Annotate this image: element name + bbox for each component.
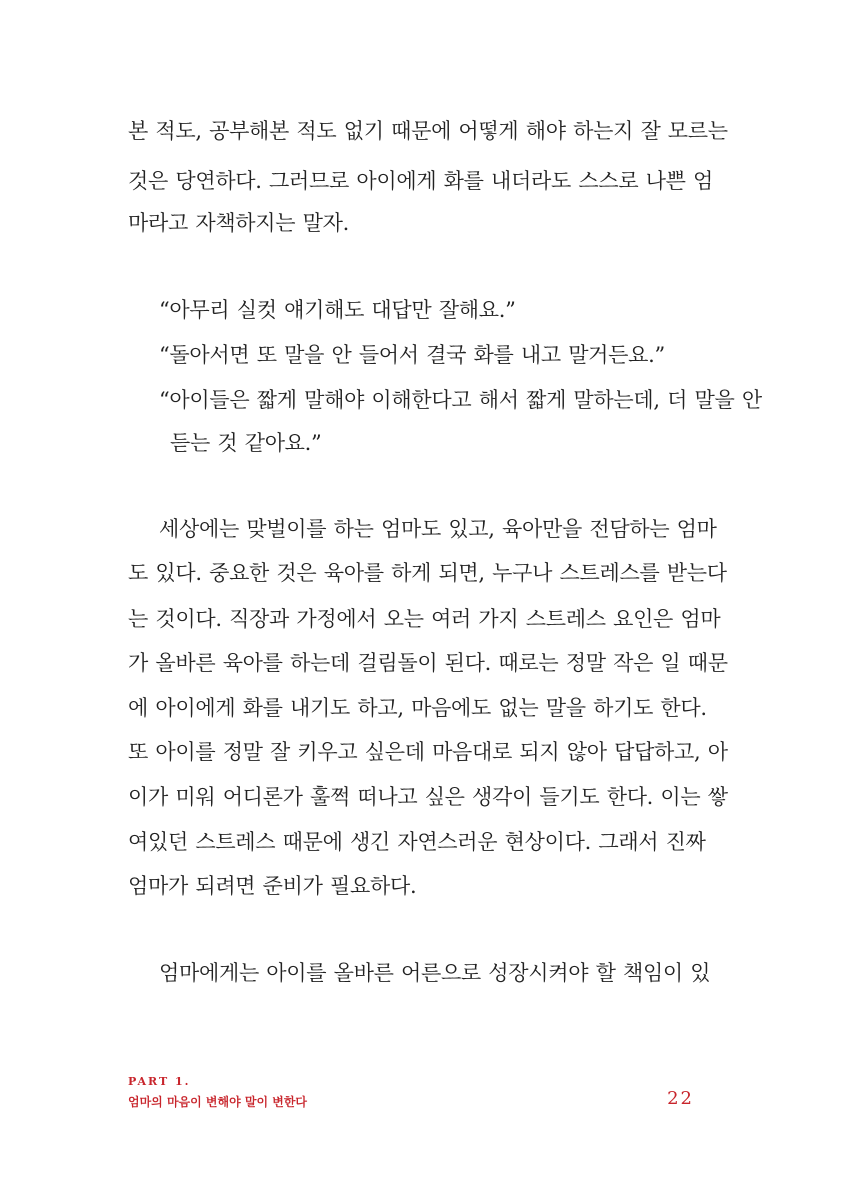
body-text-line: 도 있다. 중요한 것은 육아를 하게 되면, 누구나 스트레스를 받는다 [128, 561, 727, 585]
body-text-line: 엄마에게는 아이를 올바른 어른으로 성장시켜야 할 책임이 있 [159, 961, 711, 985]
body-text-line: 이가 미워 어디론가 훌쩍 떠나고 싶은 생각이 들기도 한다. 이는 쌓 [128, 785, 728, 809]
body-text-line: 가 올바른 육아를 하는데 걸림돌이 된다. 때로는 정말 작은 일 때문 [128, 651, 728, 675]
page-number: 22 [667, 1088, 694, 1109]
chapter-title: 엄마의 마음이 변해야 말이 변한다 [128, 1095, 308, 1109]
body-text-line: 에 아이에게 화를 내기도 하고, 마음에도 없는 말을 하기도 한다. [128, 696, 707, 720]
body-text-line: 여있던 스트레스 때문에 생긴 자연스러운 현상이다. 그래서 진짜 [128, 830, 706, 854]
body-text-line: 엄마가 되려면 준비가 필요하다. [128, 874, 417, 898]
quote-line: “아이들은 짧게 말해야 이해한다고 해서 짧게 말하는데, 더 말을 안 [159, 388, 762, 412]
quote-line: “돌아서면 또 말을 안 들어서 결국 화를 내고 말거든요.” [159, 343, 665, 367]
body-text-line: 또 아이를 정말 잘 키우고 싶은데 마음대로 되지 않아 답답하고, 아 [128, 740, 728, 764]
body-text-line: 마라고 자책하지는 말자. [128, 211, 349, 235]
body-text-line: 본 적도, 공부해본 적도 없기 때문에 어떻게 해야 하는지 잘 모르는 [128, 119, 728, 143]
body-text-line: 는 것이다. 직장과 가정에서 오는 여러 가지 스트레스 요인은 엄마 [128, 607, 721, 631]
quote-line: “아무리 실컷 얘기해도 대답만 잘해요.” [159, 298, 516, 322]
quote-line: 듣는 것 같아요.” [170, 431, 322, 455]
body-text-line: 것은 당연하다. 그러므로 아이에게 화를 내더라도 스스로 나쁜 엄 [128, 169, 714, 193]
body-text-line: 세상에는 맞벌이를 하는 엄마도 있고, 육아만을 전담하는 엄마 [159, 517, 717, 541]
part-label: PART 1. [128, 1075, 191, 1088]
